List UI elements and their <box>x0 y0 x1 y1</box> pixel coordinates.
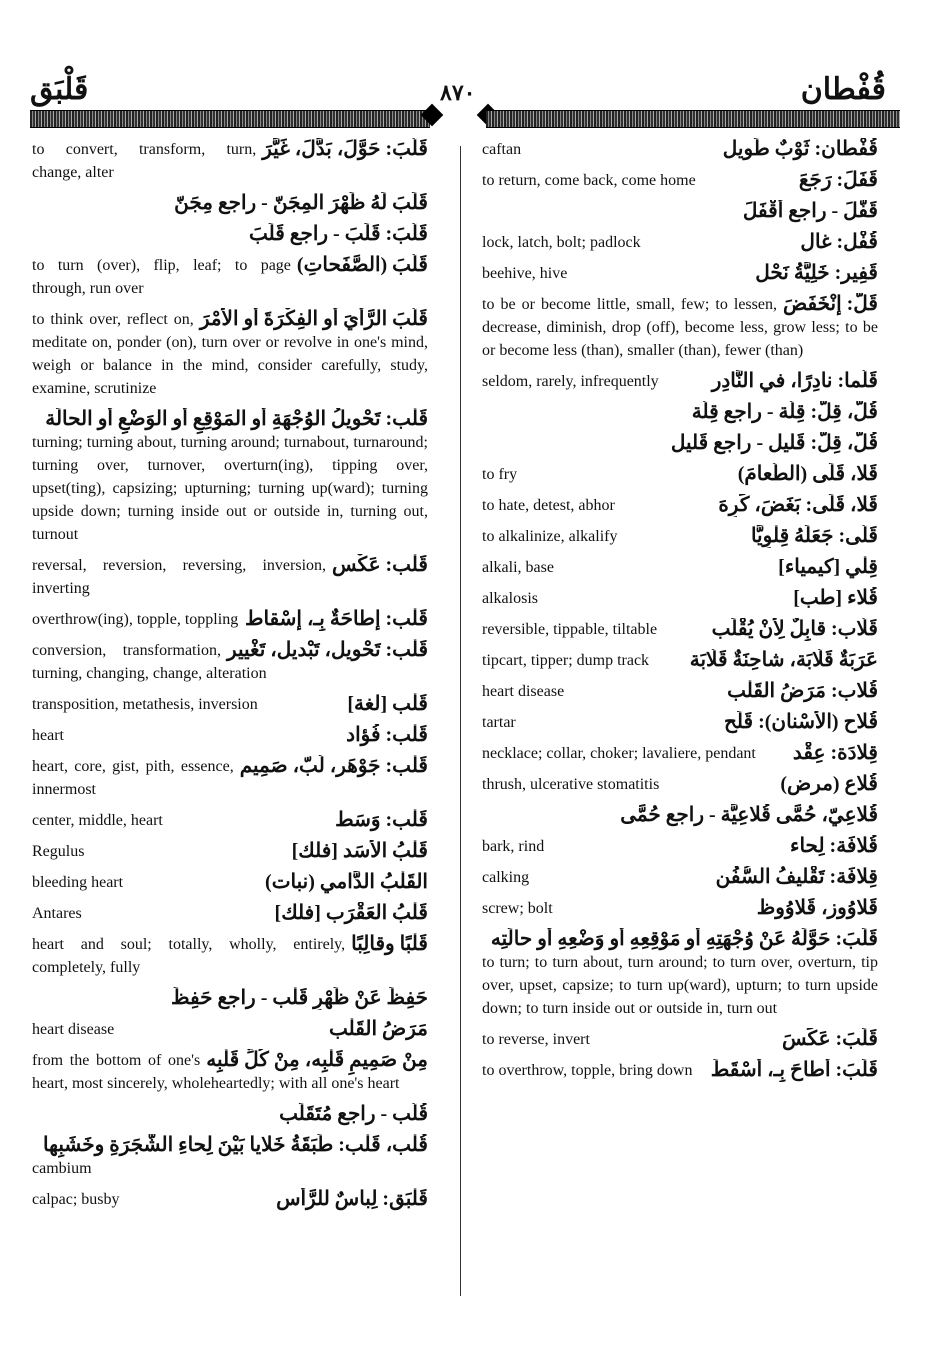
right-column <box>482 138 878 1090</box>
entry-arabic: قَلْب: تَحْويل، تَبْديل، تَغْيير <box>226 639 428 661</box>
dictionary-entry <box>32 1188 428 1211</box>
entry-arabic: قَلا، قَلَى (الطَّعامَ) <box>737 463 878 485</box>
entry-arabic: قُلافَة: لِحاء <box>790 835 878 857</box>
entry-arabic: قَفِير: خَلِيَّةُ نَحْل <box>755 262 878 284</box>
dictionary-entry <box>32 902 428 925</box>
entry-arabic: قَلْب: تَحْويلُ الوُجْهَةِ أَو المَوْقِعِ أَو الوَضْعِ أَو الحالَة <box>45 408 428 430</box>
entry-arabic: قَفَّلَ - راجع أَقْفَلَ <box>742 200 878 222</box>
entry-english: heart <box>32 727 64 744</box>
page-number: ٨٧٠ <box>440 80 476 105</box>
entry-arabic: قَلْب: عَكْس <box>332 554 428 576</box>
entry-arabic: قَلَّما: نادِرًا، في النَّادِر <box>711 370 878 392</box>
dictionary-entry <box>482 1059 878 1082</box>
entry-english: heart and soul; totally, wholly, entirely, completely, fully <box>32 936 346 976</box>
entry-arabic: قُلَّب - راجع مُتَقَلِّب <box>279 1103 428 1125</box>
dictionary-entry <box>32 987 428 1010</box>
dictionary-entry <box>32 693 428 716</box>
entry-arabic: قَلْبًا وقالِبًا <box>351 933 428 955</box>
entry-english: caftan <box>482 141 522 158</box>
entry-english: heart disease <box>482 683 565 700</box>
dictionary-entry <box>482 556 878 579</box>
entry-english: to return, come back, come home <box>482 172 696 189</box>
dictionary-entry <box>482 649 878 672</box>
entry-english: beehive, hive <box>482 265 568 282</box>
entry-english: reversible, tippable, tiltable <box>482 621 658 638</box>
entry-arabic: قَلَبَ: عَكَسَ <box>782 1028 878 1050</box>
entry-arabic: قَلْب: فُؤاد <box>346 724 428 746</box>
entry-arabic: قَلْب: جَوْهَر، لُبّ، صَمِيم <box>239 755 428 777</box>
entry-arabic: قُلاعِيّ، حُمَّى قُلاعِيَّة - راجع حُمَّى <box>620 804 878 826</box>
entry-arabic: قَلَّبَ: حَوَّلَ، بَدَّلَ، غَيَّرَ <box>262 138 428 160</box>
entry-arabic: قَفَلَ: رَجَعَ <box>798 169 878 191</box>
dictionary-entry <box>482 231 878 254</box>
dictionary-entry <box>32 223 428 246</box>
dictionary-entry <box>32 724 428 747</box>
entry-arabic: قَلَّ: إنْخَفَضَ <box>782 293 878 315</box>
left-column <box>32 138 428 1219</box>
dictionary-entry <box>482 928 878 1020</box>
entry-arabic: قَلْبُ الأَسَد [فلك] <box>291 840 428 862</box>
dictionary-entry <box>32 871 428 894</box>
dictionary-entry <box>32 138 428 184</box>
dictionary-entry <box>482 680 878 703</box>
dictionary-entry <box>482 804 878 827</box>
entry-arabic: قَلَبَ: أَطاحَ بِـ، أَسْقَطَ <box>710 1059 878 1081</box>
entry-arabic: قَلْبَق: لِباسٌ للرَّأْس <box>276 1188 428 1210</box>
entry-english: to be or become little, small, few; to lessen, decrease, diminish, drop (off), become less, grow less; to be or become less (than), smaller (than), fewer (than) <box>482 296 878 359</box>
entry-arabic: قَلَّبَ: قَلَبَ - راجع قَلَبَ <box>248 223 428 245</box>
entry-arabic: قَلاوُوز، قَلاوُوظ <box>756 897 878 919</box>
entry-english: calpac; busby <box>32 1191 120 1208</box>
dictionary-entry <box>482 262 878 285</box>
entry-english: bleeding heart <box>32 874 124 891</box>
entry-english: bark, rind <box>482 838 545 855</box>
dictionary-entry <box>32 755 428 801</box>
entry-english: calking <box>482 869 530 886</box>
dictionary-entry <box>482 494 878 517</box>
column-divider <box>460 146 461 1296</box>
dictionary-entry <box>482 773 878 796</box>
entry-arabic: قَلّاب: قابِلٌ لِأَنْ يُقْلَب <box>711 618 878 640</box>
dictionary-entry <box>32 408 428 546</box>
dictionary-entry <box>482 169 878 192</box>
dictionary-entry <box>482 897 878 920</box>
entry-english: heart disease <box>32 1021 115 1038</box>
entry-english: to alkalinize, alkalify <box>482 528 618 545</box>
entry-english: conversion, transformation, turning, changing, change, alteration <box>32 642 267 682</box>
entry-arabic: قَلَّبَ (الصَّفَحاتِ) <box>296 254 428 276</box>
entry-arabic: قُلّ، قِلّ: قِلَّة - راجع قِلَّة <box>691 401 878 423</box>
entry-english: reversal, reversion, reversing, inversion, inverting <box>32 557 327 597</box>
entry-english: lock, latch, bolt; padlock <box>482 234 641 251</box>
dictionary-entry <box>32 809 428 832</box>
entry-english: from the bottom of one's heart, most sincerely, wholeheartedly; with all one's heart <box>32 1052 400 1092</box>
dictionary-entry <box>482 432 878 455</box>
entry-english: tartar <box>482 714 516 731</box>
dictionary-entry <box>32 192 428 215</box>
entry-english: to fry <box>482 466 518 483</box>
entry-english: Regulus <box>32 843 85 860</box>
entry-english: to overthrow, topple, bring down <box>482 1062 693 1079</box>
entry-english: seldom, rarely, infrequently <box>482 373 659 390</box>
entry-english: tipcart, tipper; dump track <box>482 652 650 669</box>
entry-arabic: قُلاب: مَرَضُ القَلْب <box>727 680 878 702</box>
entry-arabic: قِلْي [كيمياء] <box>778 556 878 578</box>
entry-english: to hate, detest, abhor <box>482 497 615 514</box>
entry-arabic: عَرَبَةٌ قَلّابَة، شاحِنَةٌ قَلّابَة <box>689 649 878 671</box>
header-band-right <box>486 110 900 128</box>
dictionary-entry <box>482 401 878 424</box>
entry-english: to think over, reflect on, meditate on, ponder (on), turn over or revolve in one's mind, weigh or balance in the mind, consider carefully, study, examine, scrutinize <box>32 311 428 397</box>
entry-english: alkali, base <box>482 559 554 576</box>
dictionary-entry <box>32 1049 428 1095</box>
dictionary-entry <box>32 308 428 400</box>
entry-arabic: مَرَضُ القَلْب <box>329 1018 428 1040</box>
dictionary-entry <box>482 200 878 223</box>
entry-arabic: قُلاح (الأَسْنان): قَلَح <box>723 711 878 733</box>
entry-english: to reverse, invert <box>482 1031 590 1048</box>
dictionary-entry <box>482 742 878 765</box>
entry-english: to turn; to turn about, turn around; to turn over, overturn, tip over, upset, capsize; to turn up(ward), upturn; to turn upside down; to turn inside out or outside in, turn out <box>482 954 878 1017</box>
dictionary-entry <box>482 711 878 734</box>
dictionary-entry <box>482 370 878 393</box>
dictionary-entry <box>482 618 878 641</box>
dictionary-entry <box>32 1103 428 1126</box>
entry-arabic: قِلادَة: عِقْد <box>792 742 878 764</box>
dictionary-entry <box>482 293 878 362</box>
dictionary-entry <box>482 525 878 548</box>
entry-arabic: قَلْب: إطاحَةٌ بِـ، إسْقاط <box>244 608 428 630</box>
entry-english: to turn (over), flip, leaf; to page through, run over <box>32 257 291 297</box>
entry-arabic: قُفْطان: ثَوْبٌ طَويل <box>722 138 878 160</box>
entry-arabic: قَلَّبَ الرَّأْيَ أَو الفِكْرَةَ أَو الأَمْرَ <box>199 308 428 330</box>
entry-english: alkalosis <box>482 590 538 607</box>
entry-arabic: حَفِظَ عَنْ ظَهْرِ قَلْب - راجع حَفِظَ <box>171 987 428 1009</box>
dictionary-entry <box>32 1018 428 1041</box>
entry-arabic: قِلافَة: تَقْليفُ السُّفُن <box>715 866 878 888</box>
dictionary-entry <box>32 608 428 631</box>
entry-arabic: قَلا، قَلَى: بَغَضَ، كَرِهَ <box>718 494 878 516</box>
entry-english: thrush, ulcerative stomatitis <box>482 776 660 793</box>
entry-arabic: قُلاع (مرض) <box>780 773 878 795</box>
entry-arabic: القَلْبُ الدَّامي (نبات) <box>265 871 428 893</box>
dictionary-entry <box>32 554 428 600</box>
entry-arabic: قَلَّى: جَعَلَهُ قِلْوِيًّا <box>750 525 878 547</box>
dictionary-entry <box>482 866 878 889</box>
entry-english: overthrow(ing), topple, toppling <box>32 611 239 628</box>
entry-english: transposition, metathesis, inversion <box>32 696 258 713</box>
dictionary-entry <box>482 587 878 610</box>
entry-english: cambium <box>32 1160 92 1177</box>
entry-arabic: قَلَبَ: حَوَّلَهُ عَنْ وُجْهَتِهِ أَو مَوْقِعِهِ أَو وَضْعِهِ أَو حالَتِه <box>490 928 878 950</box>
entry-arabic: مِنْ صَمِيمِ قَلْبِه، مِنْ كُلِّ قَلْبِه <box>206 1049 428 1071</box>
dictionary-entry <box>32 639 428 685</box>
entry-arabic: قُلّ، قِلّ: قَليل - راجع قَليل <box>670 432 878 454</box>
entry-arabic: قُفْل: غال <box>800 231 878 253</box>
dictionary-entry <box>32 840 428 863</box>
entry-english: heart, core, gist, pith, essence, innermost <box>32 758 234 798</box>
dictionary-entry <box>482 1028 878 1051</box>
header-band-left <box>30 110 430 128</box>
entry-arabic: قَلْبُ العَقْرَب [فلك] <box>274 902 428 924</box>
dictionary-entry <box>32 254 428 300</box>
dictionary-entry <box>482 463 878 486</box>
header-left-word: قَلْبَق <box>30 73 89 106</box>
entry-english: center, middle, heart <box>32 812 163 829</box>
entry-english: turning; turning about, turning around; turnabout, turnaround; turning over, turnover, overturn(ing), tipping over, upset(ting), capsizing; upturning; turning up(ward); turning upside down; turning inside out or outside in, turning out, turnout <box>32 434 428 543</box>
dictionary-entry <box>32 1134 428 1180</box>
dictionary-entry <box>32 933 428 979</box>
entry-arabic: قَلْب: وَسَط <box>335 809 428 831</box>
entry-arabic: قَلْب [لغة] <box>347 693 428 715</box>
entry-english: screw; bolt <box>482 900 553 917</box>
entry-arabic: قُلاء [طب] <box>793 587 878 609</box>
entry-arabic: قَلَبَ لَهُ ظَهْرَ المِجَنّ - راجع مِجَنّ <box>174 192 428 214</box>
header-right-word: قُفْطان <box>800 73 886 106</box>
dictionary-entry <box>482 138 878 161</box>
entry-english: necklace; collar, choker; lavaliere, pendant <box>482 745 756 762</box>
dictionary-entry <box>482 835 878 858</box>
entry-english: to convert, transform, turn, change, alter <box>32 141 257 181</box>
entry-english: Antares <box>32 905 82 922</box>
entry-arabic: قُلْب، قَلْب: طَبَقَةُ خَلايا بَيْنَ لِحاءِ الشَّجَرَةِ وخَشَبِها <box>43 1134 428 1156</box>
